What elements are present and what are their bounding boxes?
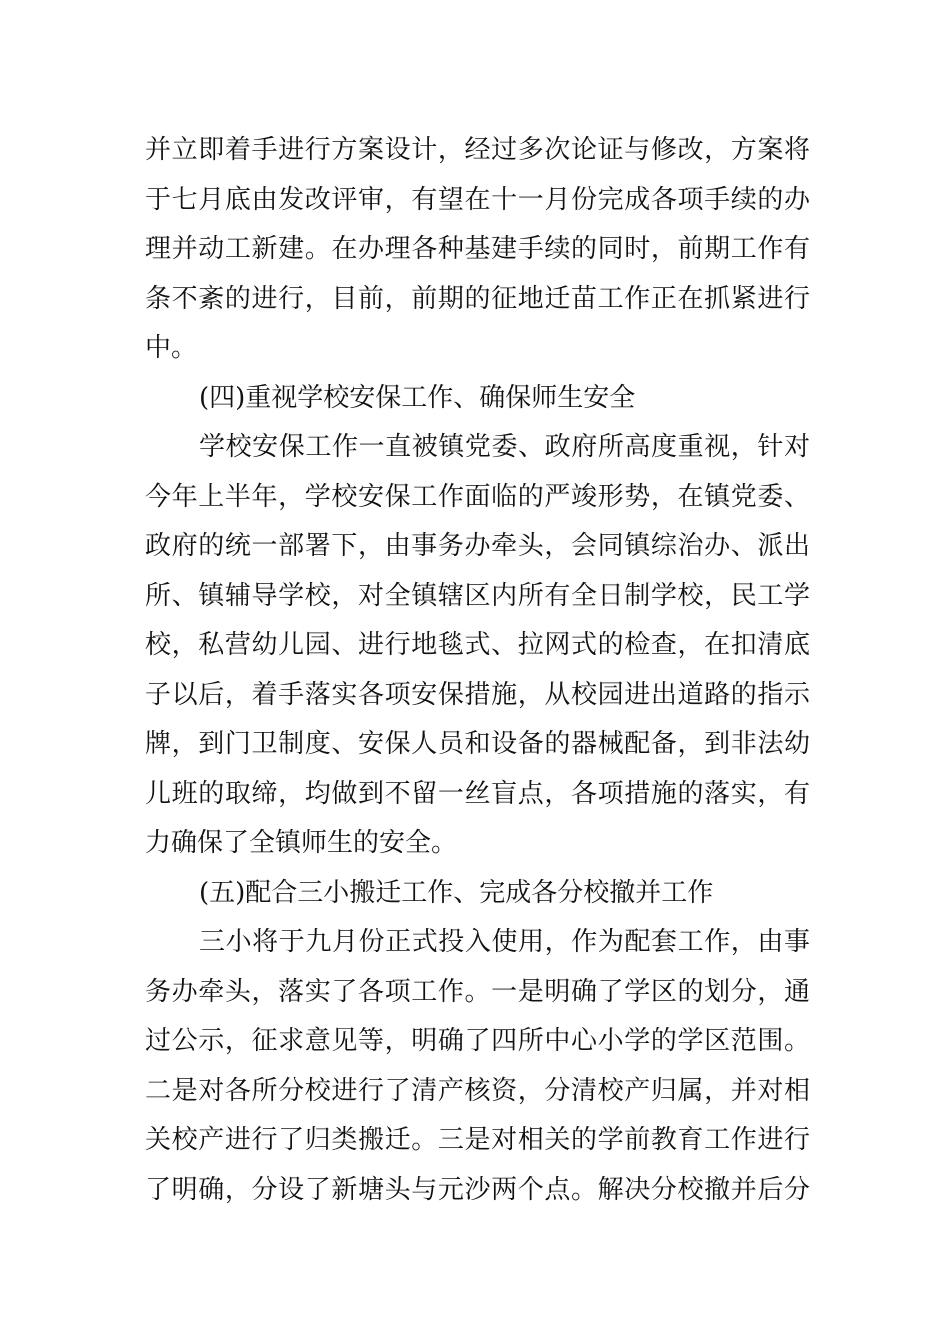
paragraph-line: 关校产进行了归类搬迁。三是对相关的学前教育工作进行 [145,1125,810,1155]
paragraph-line: 牌，到门卫制度、安保人员和设备的器械配备，到非法幼 [145,729,810,759]
paragraph-line: 今年上半年，学校安保工作面临的严竣形势，在镇党委、 [145,481,810,512]
document-body [145,126,810,1215]
paragraph-line: 儿班的取缔，均做到不留一丝盲点，各项措施的落实，有 [145,778,810,809]
paragraph-line: 力确保了全镇师生的安全。 [145,828,458,858]
paragraph-line: 三小将于九月份正式投入使用，作为配套工作，由事 [199,927,810,957]
paragraph-line: 学校安保工作一直被镇党委、政府所高度重视，针对 [199,432,810,462]
paragraph-line: 于七月底由发改评审，有望在十一月份完成各项手续的办 [145,184,810,215]
paragraph-line: 校，私营幼儿园、进行地毯式、拉网式的检查，在扣清底 [145,630,810,660]
paragraph-line: 理并动工新建。在办理各种基建手续的同时，前期工作有 [145,234,810,264]
paragraph-line: 条不紊的进行，目前，前期的征地迁苗工作正在抓紧进行 [145,283,810,314]
paragraph-line: 子以后，着手落实各项安保措施，从校园进出道路的指示 [145,679,810,710]
section-heading-4: (四)重视学校安保工作、确保师生安全 [199,382,636,413]
section-heading-5: (五)配合三小搬迁工作、完成各分校撤并工作 [199,877,714,908]
paragraph-line: 政府的统一部署下，由事务办牵头，会同镇综治办、派出 [145,531,810,561]
paragraph-line: 二是对各所分校进行了清产核资，分清校产归属，并对相 [145,1075,810,1106]
paragraph-line: 所、镇辅导学校，对全镇辖区内所有全日制学校，民工学 [145,580,810,611]
paragraph-line: 了明确，分设了新塘头与元沙两个点。解决分校撤并后分 [145,1174,810,1205]
paragraph-line: 过公示，征求意见等，明确了四所中心小学的学区范围。 [145,1026,810,1056]
paragraph-line: 中。 [145,333,198,363]
paragraph-line: 并立即着手进行方案设计，经过多次论证与修改，方案将 [145,135,810,165]
paragraph-line: 务办牵头，落实了各项工作。一是明确了学区的划分，通 [145,976,810,1007]
